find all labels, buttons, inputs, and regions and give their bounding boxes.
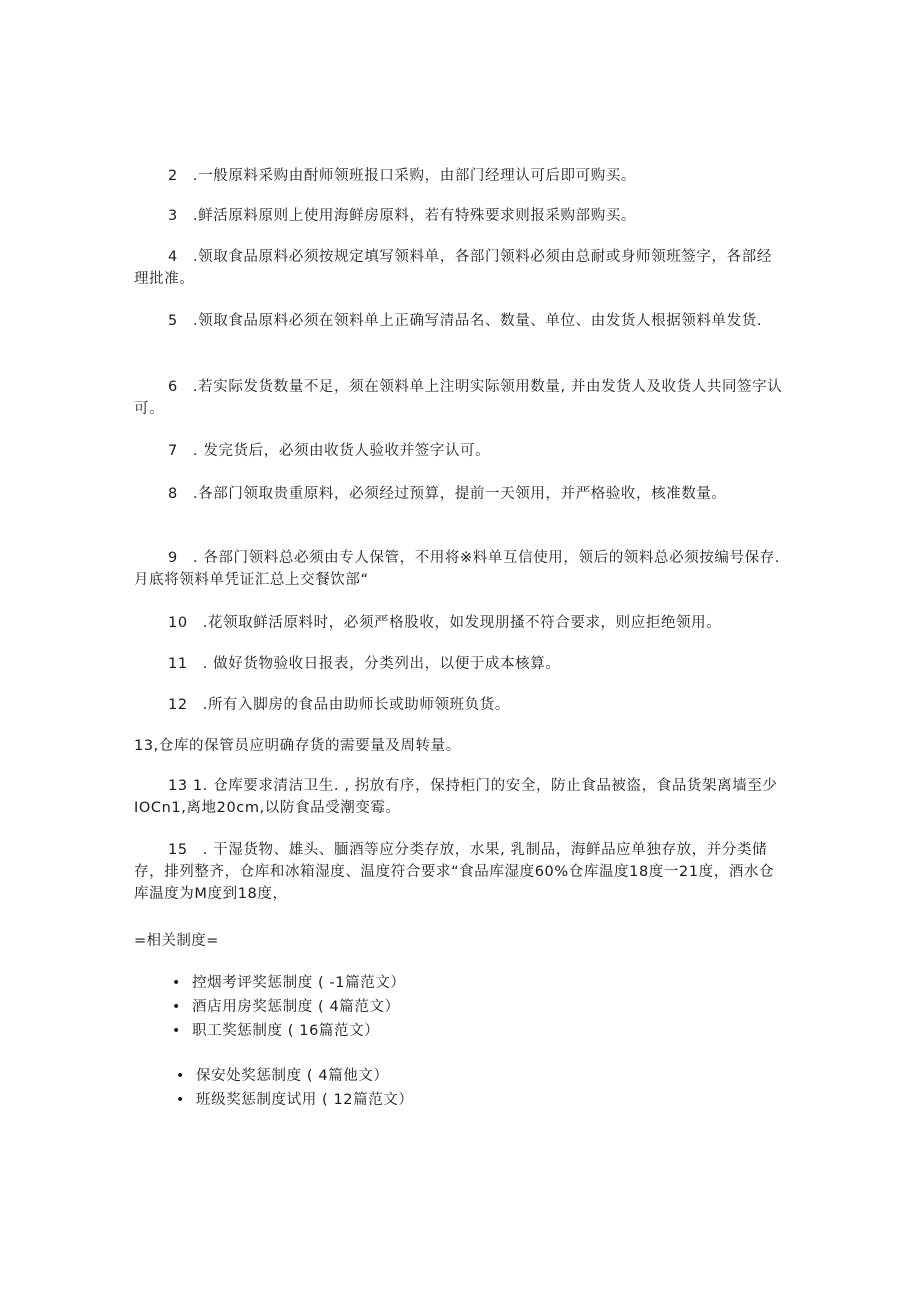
related-link-label[interactable]: 职工奖惩制度 ( 16篇范文）	[192, 1023, 380, 1039]
rule-paragraph-10: 10 .花领取鲜活原料时，必须严格股收，如发现朋搔不符合要求，则应拒绝领用。	[168, 615, 722, 631]
rule-paragraph-9: 9 . 各部门领料总必须由专人保管，不用将※料单互信使用，领后的领料总必须按编号保存. 月底将领料单凭证汇总上交餐饮部“	[134, 550, 780, 588]
related-link-label[interactable]: 控烟考评奖惩制度 ( -1篇范文）	[192, 975, 406, 991]
rule-paragraph-14: 13 1. 仓库要求清洁卫生. , 拐放有序，保持柜门的安全，防止食品被盗，食品货架离墙至少IOCn1,离地20cm,以防食品受潮变霉。	[134, 778, 778, 816]
rule-paragraph-12: 12 .所有入脚房的食品由助师长或助师领班负货。	[168, 697, 510, 713]
rule-paragraph-15: 15 . 干湿货物、雄头、腼酒等应分类存放，水果, 乳制品，海鲜品应单独存放，并分类储存，排列整齐，仓库和冰箱湿度、温度符合要求“食品库湿度60%仓库温度18度一21度，酒水仓库温度为M度到18度，	[134, 842, 775, 902]
rule-paragraph-7: 7 . 发完货后，必须由收货人验收并签字认可。	[168, 443, 491, 459]
related-links-list	[134, 971, 734, 1043]
rule-paragraph-5: 5 .领取食品原料必须在领料单上正确写清品名、数量、单位、由发货人根据领料单发货.	[168, 313, 763, 329]
bullet-icon: •	[176, 1068, 185, 1084]
related-link-item[interactable]	[134, 1019, 734, 1043]
rule-paragraph-8: 8 .各部门领取贵重原料，必须经过预算，提前一天领用，并严格验收，核准数量。	[168, 486, 727, 502]
related-link-label[interactable]: 班级奖惩制度试用 ( 12篇范文）	[196, 1092, 414, 1108]
related-link-item[interactable]	[138, 1088, 738, 1112]
related-link-item[interactable]	[138, 1064, 738, 1088]
rule-paragraph-4: 4 .领取食品原料必须按规定填写领料单，各部门领料必须由总耐或身师领班签字，各部经理批准。	[134, 249, 772, 287]
bullet-icon: •	[172, 975, 181, 991]
bullet-icon: •	[176, 1092, 185, 1108]
related-link-item[interactable]	[134, 971, 734, 995]
related-link-item[interactable]	[134, 995, 734, 1019]
rule-paragraph-2: 2 .一般原料采购由酎师领班报口采购，由部门经理认可后即可购买。	[168, 168, 637, 184]
related-heading: =相关制度=	[134, 933, 219, 949]
rule-paragraph-11: 11 . 做好货物验收日报表，分类列出，以便于成本核算。	[168, 656, 561, 672]
rule-paragraph-13: 13,仓库的保管员应明确存货的需要量及周转量。	[134, 738, 461, 754]
related-link-label[interactable]: 酒店用房奖惩制度 ( 4篇范文）	[192, 999, 400, 1015]
bullet-icon: •	[172, 1023, 181, 1039]
rule-paragraph-3: 3 .鲜活原料原则上使用海鲜房原料，若有特殊要求则报采购部购买。	[168, 208, 637, 224]
bullet-icon: •	[172, 999, 181, 1015]
rule-paragraph-6: 6 .若实际发货数量不足，须在领料单上注明实际领用数量, 并由发货人及收货人共同签字认可。	[134, 379, 783, 417]
related-link-label[interactable]: 保安处奖惩制度 ( 4篇他文）	[196, 1068, 389, 1084]
related-links-list-2	[138, 1064, 738, 1112]
